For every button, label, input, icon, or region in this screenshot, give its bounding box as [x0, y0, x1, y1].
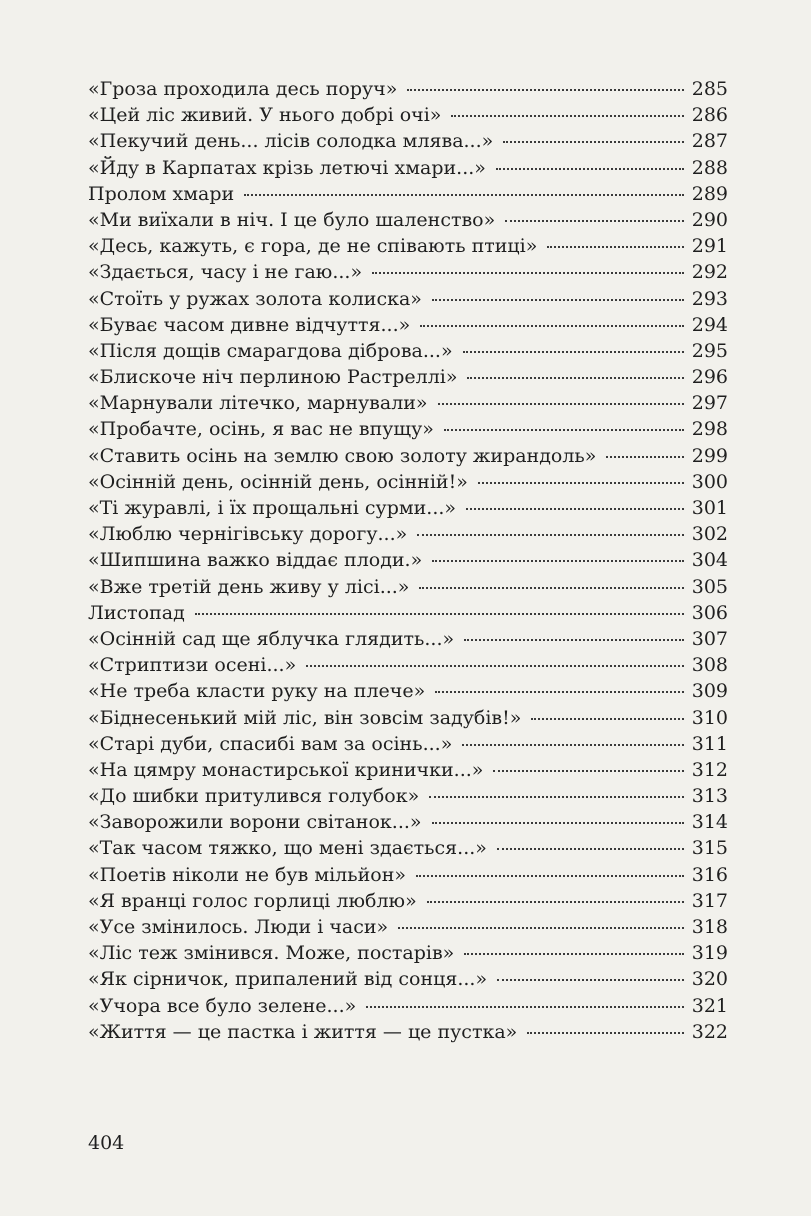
toc-entry: [88, 705, 728, 731]
toc-entry-page: 286: [691, 104, 728, 127]
toc-entry-page: 321: [691, 994, 728, 1017]
toc-entry: [88, 76, 728, 102]
toc-entry-title: «На цямру монастирської кринички...»: [88, 758, 484, 781]
toc-entry: [88, 940, 728, 966]
toc-entry: [88, 155, 728, 181]
toc-entry: [88, 286, 728, 312]
toc-leader-dots: [420, 323, 684, 327]
toc-entry-title: «Стриптизи осені...»: [88, 654, 297, 677]
toc-leader-dots: [195, 611, 684, 615]
toc-leader-dots: [505, 218, 684, 222]
toc-entry-title: «Блискоче ніч перлиною Растреллі»: [88, 366, 458, 389]
toc-entry-page: 316: [691, 863, 728, 886]
toc-entry: [88, 993, 728, 1019]
toc-entry-title: «Люблю чернігівську дорогу...»: [88, 523, 408, 546]
toc-entry-title: «Після дощів смарагдова діброва...»: [88, 339, 453, 362]
toc-entry: [88, 547, 728, 573]
toc-leader-dots: [527, 1030, 684, 1034]
toc-leader-dots: [398, 925, 684, 929]
toc-entry-page: 301: [691, 497, 728, 519]
toc-entry-page: 308: [691, 654, 728, 677]
toc-leader-dots: [432, 820, 684, 824]
toc-entry: [88, 469, 728, 495]
toc-entry-title: «Старі дуби, спасибі вам за осінь...»: [88, 732, 453, 755]
toc-entry-title: «Ті журавлі, і їх прощальні сурми...»: [88, 497, 457, 519]
toc-leader-dots: [464, 637, 684, 641]
toc-entry-title: «Так часом тяжко, що мені здається...»: [88, 837, 487, 860]
toc-entry: [88, 731, 728, 757]
toc-entry: [88, 862, 728, 888]
toc-leader-dots: [417, 532, 684, 536]
toc-leader-dots: [432, 558, 684, 562]
toc-entry: [88, 102, 728, 128]
toc-entry-page: 311: [691, 732, 728, 755]
toc-leader-dots: [306, 663, 684, 667]
toc-entry-title: «Пекучий день... лісів солодка млява...»: [88, 130, 494, 153]
toc-entry-title: «Десь, кажуть, є гора, де не співають птиці»: [88, 235, 538, 258]
page-number: 404: [88, 1132, 125, 1154]
toc-leader-dots: [497, 846, 684, 850]
toc-entry-page: 296: [691, 366, 728, 389]
toc-entry-title: «Життя — це пастка і життя — це пустка»: [88, 1020, 518, 1043]
toc-entry: [88, 783, 728, 809]
toc-entry: [88, 914, 728, 940]
toc-entry-page: 317: [691, 889, 728, 912]
toc-entry: [88, 338, 728, 364]
toc-entry-page: 300: [691, 470, 728, 493]
toc-entry: [88, 390, 728, 416]
toc-leader-dots: [503, 139, 684, 143]
toc-leader-dots: [438, 401, 684, 405]
toc-entry-page: 285: [691, 78, 728, 100]
toc-entry-title: «Заворожили ворони світанок...»: [88, 811, 422, 834]
toc-leader-dots: [466, 506, 684, 510]
toc-leader-dots: [493, 768, 684, 772]
toc-leader-dots: [464, 951, 684, 955]
toc-entry-page: 305: [691, 575, 728, 598]
toc-entry: [88, 181, 728, 207]
toc-entry: [88, 312, 728, 338]
toc-leader-dots: [366, 1004, 684, 1008]
toc-entry: [88, 364, 728, 390]
toc-entry-title: «Буває часом дивне відчуття...»: [88, 313, 411, 336]
toc-entry: [88, 626, 728, 652]
toc-entry-page: 312: [691, 758, 728, 781]
toc-entry-page: 294: [691, 313, 728, 336]
toc-entry-page: 287: [691, 130, 728, 153]
toc-entry-title: «Здається, часу і не гаю...»: [88, 261, 363, 284]
toc-entry: [88, 521, 728, 547]
toc-entry-title: «Вже третій день живу у лісі...»: [88, 575, 410, 598]
toc-entry-title: «Шипшина важко віддає плоди.»: [88, 549, 423, 572]
toc-entry-page: 295: [691, 339, 728, 362]
toc-entry: [88, 416, 728, 442]
toc-entry-title: «Йду в Карпатах крізь летючі хмари...»: [88, 156, 486, 179]
toc-entry-page: 304: [691, 549, 728, 572]
toc-entry: [88, 678, 728, 704]
toc-entry-page: 307: [691, 627, 728, 650]
toc-entry-title: «Біднесенький мій ліс, він зовсім задубів!»: [88, 706, 522, 729]
toc-leader-dots: [432, 297, 684, 301]
toc-leader-dots: [606, 454, 684, 458]
toc-entry-title: «Осінній день, осінній день, осінній!»: [88, 470, 468, 493]
toc-entry-page: 306: [691, 601, 728, 624]
toc-entry-title: «Не треба класти руку на плече»: [88, 680, 426, 703]
toc-leader-dots: [444, 427, 684, 431]
toc-entry-page: 320: [691, 968, 728, 991]
table-of-contents: [88, 76, 728, 1045]
toc-entry: [88, 443, 728, 469]
toc-entry-title: «Пробачте, осінь, я вас не впущу»: [88, 418, 434, 441]
toc-leader-dots: [244, 192, 684, 196]
toc-entry-title: «Марнували літечко, марнували»: [88, 392, 428, 415]
toc-entry: [88, 600, 728, 626]
toc-entry: [88, 809, 728, 835]
toc-leader-dots: [372, 270, 684, 274]
toc-leader-dots: [451, 113, 684, 117]
toc-entry: [88, 652, 728, 678]
toc-leader-dots: [531, 716, 684, 720]
toc-entry: [88, 233, 728, 259]
toc-leader-dots: [547, 244, 684, 248]
toc-entry-title: «Стоїть у ружах золота колиска»: [88, 287, 422, 310]
toc-entry-page: 293: [691, 287, 728, 310]
toc-entry-title: «Гроза проходила десь поруч»: [88, 78, 398, 100]
toc-entry-title: «Ліс теж змінився. Може, постарів»: [88, 942, 455, 965]
toc-entry-page: 309: [691, 680, 728, 703]
toc-entry-title: «Учора все було зелене...»: [88, 994, 357, 1017]
toc-entry-title: Пролом хмари: [88, 182, 235, 205]
toc-entry: [88, 259, 728, 285]
toc-entry-title: «Поетів ніколи не був мільйон»: [88, 863, 406, 886]
toc-entry-page: 314: [691, 811, 728, 834]
toc-entry-page: 315: [691, 837, 728, 860]
toc-leader-dots: [462, 742, 684, 746]
toc-leader-dots: [478, 480, 684, 484]
toc-leader-dots: [463, 349, 684, 353]
toc-leader-dots: [429, 794, 684, 798]
toc-entry-title: «Я вранці голос горлиці люблю»: [88, 889, 417, 912]
toc-entry-page: 290: [691, 208, 728, 231]
toc-entry-page: 313: [691, 785, 728, 808]
toc-entry-page: 318: [691, 916, 728, 938]
toc-entry-title: «Як сірничок, припалений від сонця...»: [88, 968, 488, 991]
toc-leader-dots: [497, 977, 684, 981]
toc-leader-dots: [407, 87, 684, 91]
toc-entry-page: 297: [691, 392, 728, 415]
toc-entry-page: 289: [691, 182, 728, 205]
toc-entry: [88, 757, 728, 783]
toc-entry: [88, 495, 728, 521]
toc-entry: [88, 207, 728, 233]
toc-entry-title: «Усе змінилось. Люди і часи»: [88, 916, 389, 938]
toc-entry-page: 292: [691, 261, 728, 284]
toc-entry-page: 319: [691, 942, 728, 965]
toc-entry: [88, 574, 728, 600]
toc-entry-title: «Осінній сад ще яблучка глядить...»: [88, 627, 455, 650]
toc-entry-page: 302: [691, 523, 728, 546]
toc-leader-dots: [496, 166, 684, 170]
toc-entry: [88, 835, 728, 861]
toc-entry-page: 310: [691, 706, 728, 729]
toc-entry-page: 299: [691, 444, 728, 467]
toc-leader-dots: [419, 585, 684, 589]
toc-entry: [88, 888, 728, 914]
toc-leader-dots: [467, 375, 684, 379]
toc-entry-page: 322: [691, 1020, 728, 1043]
toc-entry-title: Листопад: [88, 601, 185, 624]
toc-entry-title: «Ставить осінь на землю свою золоту жирандоль»: [88, 444, 597, 467]
toc-entry: [88, 1019, 728, 1045]
toc-entry-title: «Ми виїхали в ніч. І це було шаленство»: [88, 208, 496, 231]
toc-entry-title: «До шибки притулився голубок»: [88, 785, 420, 808]
toc-entry: [88, 128, 728, 154]
toc-entry-page: 291: [691, 235, 728, 258]
toc-leader-dots: [427, 899, 684, 903]
toc-leader-dots: [435, 689, 684, 693]
toc-entry: [88, 966, 728, 992]
toc-entry-title: «Цей ліс живий. У нього добрі очі»: [88, 104, 442, 127]
toc-entry-page: 288: [691, 156, 728, 179]
toc-entry-page: 298: [691, 418, 728, 441]
toc-leader-dots: [416, 873, 684, 877]
